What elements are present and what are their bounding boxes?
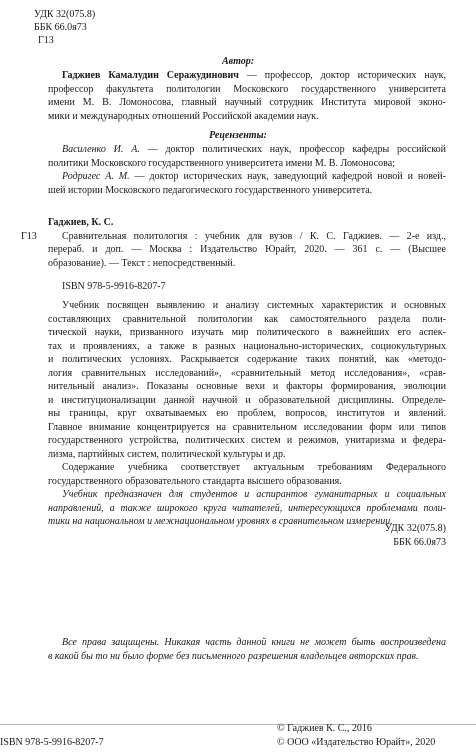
reviewer1-name: Василенко И. А. [62, 144, 140, 155]
author-name: Гаджиев Камалудин Серажудинович [62, 70, 239, 81]
copyright-block: © Гаджиев К. С., 2016 © ООО «Издательство Юрайт», 2020 [277, 723, 436, 748]
reviewers-paragraph: Василенко И. А. — доктор политических наук, профессор кафедры российской политики Московского государственного университета имени М. В. Ломоносова; Родригес А. М. — доктор исторических наук, заведующий кафедрой новой и новей- шей истории Московского педагогического государственного университета. [48, 144, 446, 196]
rights-notice: Все права защищены. Никакая часть данной книги не может быть воспроизведена в какой бы то ни было форме без письменного разрешения владельцев авторских прав. [48, 637, 446, 662]
standard-statement: Содержание учебника соответствует актуальным требованиям Федерального [62, 462, 446, 473]
author-sign: Г13 [38, 35, 54, 46]
udc-code: УДК 32(075.8) [34, 9, 96, 20]
author-heading: Автор: [221, 56, 255, 67]
abstract: Учебник посвящен выявлению и анализу системных характеристик и основных составляющих сравнительной политологии как самостоятельного раздела поли- тической науки, призванного изучать мир политического в важнейших его аспек- тах и проявлениях, а также в разных национально-исторических, социокультурных и политических условиях. Раскрывается содержание таких понятий, как «методо- логия сравнительных исследований», «сравнительный метод исследования», «срав- нительный анализ». Показаны основные вехи и факторы формирования, эволюции и институционализации данной научной и образовательной дисциплины. Определе- ны границы, круг охватываемых ею проблем, вопросов, институтов и явлений. Главное внимание концентрируется на сравнительном исследовании форм или типов государственного устройства, политических систем и режимов, унитаризма и федера- лизма, партийных систем, политической культуры и др. Содержание учебника соответствует актуальным требованиям Федерального государственного образовательного стандарта высшего образования. Учебник предназначен для студентов и аспирантов гуманитарных и социальных направлений, а также широкого круга читателей, интересующихся проблемами поли- тики на национальном и межнациональном уровнях в сравнительном измерении. [48, 300, 446, 527]
reviewers-heading: Рецензенты: [209, 130, 267, 141]
isbn: ISBN 978-5-9916-8207-7 [62, 281, 166, 292]
biblio-author: Гаджиев, К. С. [48, 217, 114, 228]
bbk-code: ББК 66.0я73 [34, 22, 87, 33]
udc-header [34, 8, 95, 47]
reviewer2-name: Родригес А. М. [62, 171, 130, 182]
author-paragraph: Гаджиев Камалудин Серажудинович — профессор, доктор исторических наук, профессор факультета политологии Московского государственного университета имени М. В. Ломоносова, главный научный сотрудник Института мировой эконо- мики и международных отношений Российской академии наук. [48, 70, 446, 122]
g13-sign: Г13 [21, 231, 37, 242]
udc-footer: УДК 32(075.8) ББК 66.0я73 [384, 523, 446, 548]
audience-statement: Учебник предназначен для студентов и аспирантов гуманитарных и социальных [62, 489, 446, 500]
footer-isbn: ISBN 978-5-9916-8207-7 [0, 737, 104, 748]
bibliographic-record: Гаджиев, К. С. Сравнительная политология : учебник для вузов / К. С. Гаджиев. — 2-е изд., перераб. и доп. — Москва : Издательство Юрайт, 2020. — 361 с. — (Высшее образование). — Текст : непосредственный. [48, 217, 446, 269]
